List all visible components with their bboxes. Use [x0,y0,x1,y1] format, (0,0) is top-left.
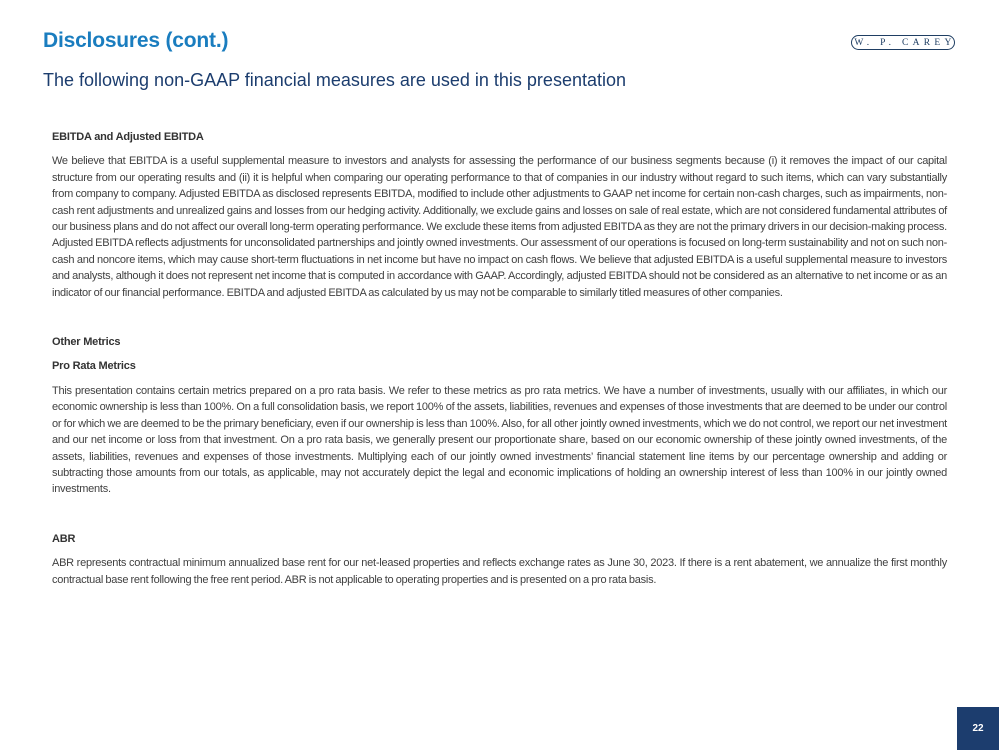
disclosures-body [52,129,947,588]
company-logo: W. P. CAREY [851,35,955,50]
page-subtitle: The following non-GAAP financial measures are used in this presentation [43,70,626,90]
ebitda-paragraph: We believe that EBITDA is a useful supplemental measure to investors and analysts for assessing the performance of our business segments because (i) it removes the impact of our capital structure from our operating results and (ii) it is helpful when comparing our operating performance to that of companies in our industry without regard to such items, which can vary substantially from company to company. Adjusted EBITDA as disclosed represents EBITDA, modified to include other adjustments to GAAP net income for certain non-cash charges, such as impairments, non-cash rent adjustments and unrealized gains and losses from our hedging activity. Additionally, we exclude gains and losses on sale of real estate, which are not considered fundamental attributes of our business plans and do not affect our overall long-term operating performance. We exclude these items from adjusted EBITDA as they are not the primary drivers in our decision-making process. Adjusted EBITDA reflects adjustments for unconsolidated partnerships and jointly owned investments. Our assessment of our operations is focused on long-term sustainability and not on such non-cash and noncore items, which may cause short-term fluctuations in net income but have no impact on cash flows. We believe that adjusted EBITDA is a useful supplemental measure to investors and analysts, although it does not represent net income that is computed in accordance with GAAP. Accordingly, adjusted EBITDA should not be considered as an alternative to net income or as an indicator of our financial performance. EBITDA and adjusted EBITDA as calculated by us may not be comparable to similarly titled measures of other companies. [52,155,947,299]
abr-paragraph: ABR represents contractual minimum annualized base rent for our net-leased properties and reflects exchange rates as June 30, 2023. If there is a rent abatement, we annualize the first monthly contractual base rent following the free rent period. ABR is not applicable to operating properties and is presented on a pro rata basis. [52,557,947,586]
page-number: 22 [957,707,999,750]
page-title: Disclosures (cont.) [43,29,229,52]
pro-rata-heading: Pro Rata Metrics [52,360,136,373]
pro-rata-paragraph: This presentation contains certain metrics prepared on a pro rata basis. We refer to these metrics as pro rata metrics. We have a number of investments, usually with our affiliates, in which our economic ownership is less than 100%. On a full consolidation basis, we report 100% of the assets, liabilities, revenues and expenses of those investments that are deemed to be under our control or for which we are deemed to be the primary beneficiary, even if our ownership is less than 100%. Also, for all other jointly owned investments, which we do not control, we report our net investment and our net income or loss from that investment. On a pro rata basis, we generally present our proportionate share, based on our economic ownership of these jointly owned investments, of the assets, liabilities, revenues and expenses of those investments. Multiplying each of our jointly owned investments’ financial statement line items by our percentage ownership and adding or subtracting those amounts from our totals, as applicable, may not accurately depict the legal and economic implications of holding an ownership interest of less than 100% in our jointly owned investments. [52,384,947,496]
ebitda-heading: EBITDA and Adjusted EBITDA [52,131,204,143]
other-metrics-heading: Other Metrics [52,336,121,349]
abr-heading: ABR [52,532,76,545]
